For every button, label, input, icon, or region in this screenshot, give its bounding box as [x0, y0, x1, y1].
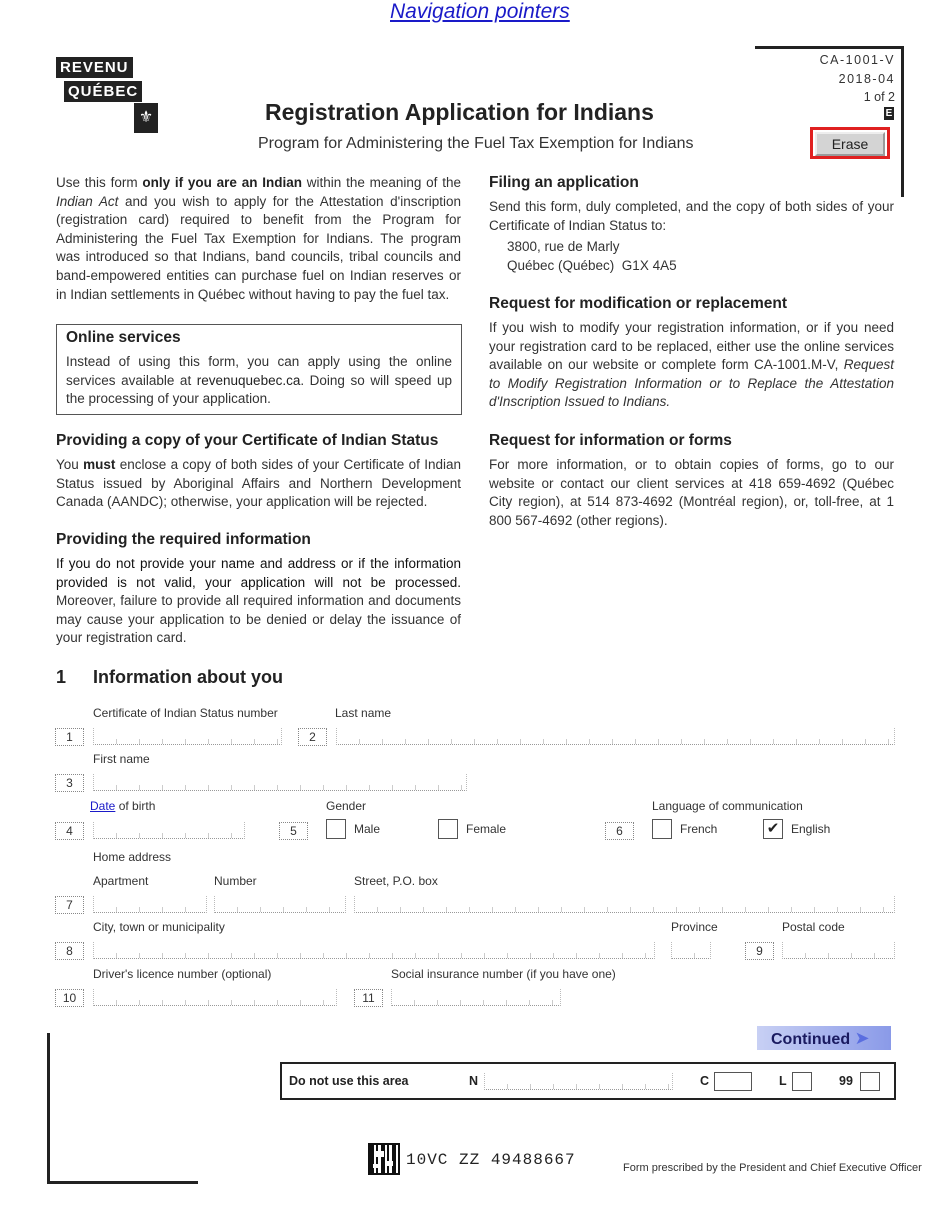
line-number-6: 6: [605, 822, 634, 840]
cert-number-label: Certificate of Indian Status number: [93, 706, 278, 720]
margin-bracket: [47, 1033, 198, 1184]
office-n-label: N: [469, 1074, 479, 1088]
first-name-input[interactable]: [93, 774, 467, 791]
line-number-7: 7: [55, 896, 84, 914]
language-french-checkbox[interactable]: [652, 819, 672, 839]
gender-label: Gender: [326, 799, 367, 813]
filing-address-line-1: 3800, rue de Marly: [507, 239, 620, 254]
line-number-10: 10: [55, 989, 84, 1007]
office-99-input[interactable]: [860, 1072, 880, 1091]
online-services-title: Online services: [66, 329, 181, 346]
line-number-2: 2: [298, 728, 327, 746]
sin-input[interactable]: [391, 989, 561, 1006]
datamatrix-barcode: [370, 1145, 398, 1173]
copy-section-title: Providing a copy of your Certificate of Indian Status: [56, 432, 439, 449]
apartment-label: Apartment: [93, 874, 149, 888]
language-label: Language of communication: [652, 799, 803, 813]
line-number-11: 11: [354, 989, 383, 1007]
modification-text: If you wish to modify your registration information, or if you need your registration card to be replaced, either use the online services available on our website or complete form CA-1001.M-V, Request to Modify Registration Information or to Replace the Attestation d'Inscription Issued to Indians.: [489, 320, 894, 410]
line-number-5: 5: [279, 822, 308, 840]
dob-input[interactable]: [93, 822, 245, 839]
language-english-checkbox[interactable]: ✔: [763, 819, 783, 839]
intro-paragraph: Use this form only if you are an Indian within the meaning of the Indian Act and you wish to apply for the Attestation d'inscription (registration card) required to benefit from the Program for Administering the Fuel Tax Exemption for Indians. The program was introduced so that Indians, band councils, tribal councils and band-empowered entities can purchase fuel on Indian reserves or in Indian settlements in Québec without having to pay the fuel tax.: [56, 175, 461, 302]
street-input[interactable]: [354, 896, 895, 913]
line-number-9: 9: [745, 942, 774, 960]
dob-label: Date of birth: [90, 799, 156, 813]
office-l-label: L: [779, 1074, 787, 1088]
language-english-label: English: [791, 822, 831, 836]
barcode-text: 10VC ZZ 49488667: [406, 1151, 576, 1169]
page-title: Registration Application for Indians: [265, 99, 654, 125]
gender-female-checkbox[interactable]: [438, 819, 458, 839]
page-number: 1 of 2: [863, 90, 895, 104]
postal-code-label: Postal code: [782, 920, 845, 934]
last-name-input[interactable]: [336, 728, 895, 745]
filing-address-line-2: Québec (Québec) G1X 4A5: [507, 258, 677, 273]
part-1-number: 1: [56, 667, 67, 687]
online-services-text: Instead of using this form, you can apply using the online services available at revenuquebec.ca. Doing so will speed up the processing of your application.: [66, 354, 452, 407]
province-label: Province: [671, 920, 718, 934]
filing-title: Filing an application: [489, 174, 639, 191]
office-99-label: 99: [839, 1074, 853, 1088]
province-input[interactable]: [671, 942, 711, 959]
office-use-label: Do not use this area: [289, 1074, 409, 1088]
dob-link[interactable]: Date: [90, 799, 116, 813]
office-l-input[interactable]: [792, 1072, 812, 1091]
copy-section-text: You must enclose a copy of both sides of your Certificate of Indian Status issued by Aboriginal Affairs and Northern Development Canada (AANDC); otherwise, your application will be rejected.: [56, 457, 461, 510]
city-label: City, town or municipality: [93, 920, 225, 934]
gender-female-label: Female: [466, 822, 507, 836]
home-address-label: Home address: [93, 850, 172, 864]
line-number-1: 1: [55, 728, 84, 746]
logo-line-1: REVENU: [56, 57, 133, 78]
erase-button[interactable]: Erase: [815, 132, 885, 156]
first-name-label: First name: [93, 752, 150, 766]
required-info-text: If you do not provide your name and address or if the information provided is not valid, your application will not be processed. Moreover, failure to provide all required information and documents may cause your application to be denied or delay the issuance of your registration card.: [56, 556, 461, 646]
sin-label: Social insurance number (if you have one): [391, 967, 616, 981]
form-info-box: [755, 46, 904, 197]
licence-input[interactable]: [93, 989, 337, 1006]
cert-number-input[interactable]: [93, 728, 282, 745]
arrow-right-icon: ➤: [854, 1028, 870, 1048]
revenu-quebec-logo: [56, 57, 160, 135]
logo-line-2: QUÉBEC: [64, 81, 142, 102]
language-flag: E: [885, 108, 893, 119]
line-number-4: 4: [55, 822, 84, 840]
postal-code-input[interactable]: [782, 942, 895, 959]
filing-text: Send this form, duly completed, and the copy of both sides of your Certificate of Indian Status to:: [489, 199, 894, 233]
prescribed-text: Form prescribed by the President and Chief Executive Officer: [623, 1162, 922, 1174]
continued-button[interactable]: Continued ➤: [757, 1026, 891, 1050]
street-label: Street, P.O. box: [354, 874, 438, 888]
office-c-input[interactable]: [714, 1072, 752, 1091]
number-input[interactable]: [214, 896, 346, 913]
office-c-label: C: [700, 1074, 710, 1088]
fleur-de-lis-icon: ⚜: [134, 103, 158, 133]
form-code: CA-1001-V: [819, 53, 895, 67]
line-number-8: 8: [55, 942, 84, 960]
gender-male-checkbox[interactable]: [326, 819, 346, 839]
language-french-label: French: [680, 822, 718, 836]
part-1-title: Information about you: [93, 667, 283, 687]
city-input[interactable]: [93, 942, 655, 959]
office-n-input[interactable]: [484, 1073, 673, 1090]
navigation-pointers-link[interactable]: Navigation pointers: [390, 0, 570, 23]
line-number-3: 3: [55, 774, 84, 792]
info-forms-title: Request for information or forms: [489, 432, 732, 449]
last-name-label: Last name: [335, 706, 392, 720]
gender-male-label: Male: [354, 822, 381, 836]
required-info-title: Providing the required information: [56, 531, 311, 548]
licence-label: Driver's licence number (optional): [93, 967, 272, 981]
form-date: 2018-04: [838, 72, 895, 86]
info-forms-text: For more information, or to obtain copies of forms, go to our website or contact our client services at 418 659-4692 (Québec City region), at 514 873-4692 (Montréal region), or, toll-free, at 1 800 567-4692 (other regions).: [489, 457, 894, 528]
number-label: Number: [214, 874, 257, 888]
apartment-input[interactable]: [93, 896, 207, 913]
page-subtitle: Program for Administering the Fuel Tax Exemption for Indians: [258, 135, 694, 152]
modification-title: Request for modification or replacement: [489, 295, 787, 312]
